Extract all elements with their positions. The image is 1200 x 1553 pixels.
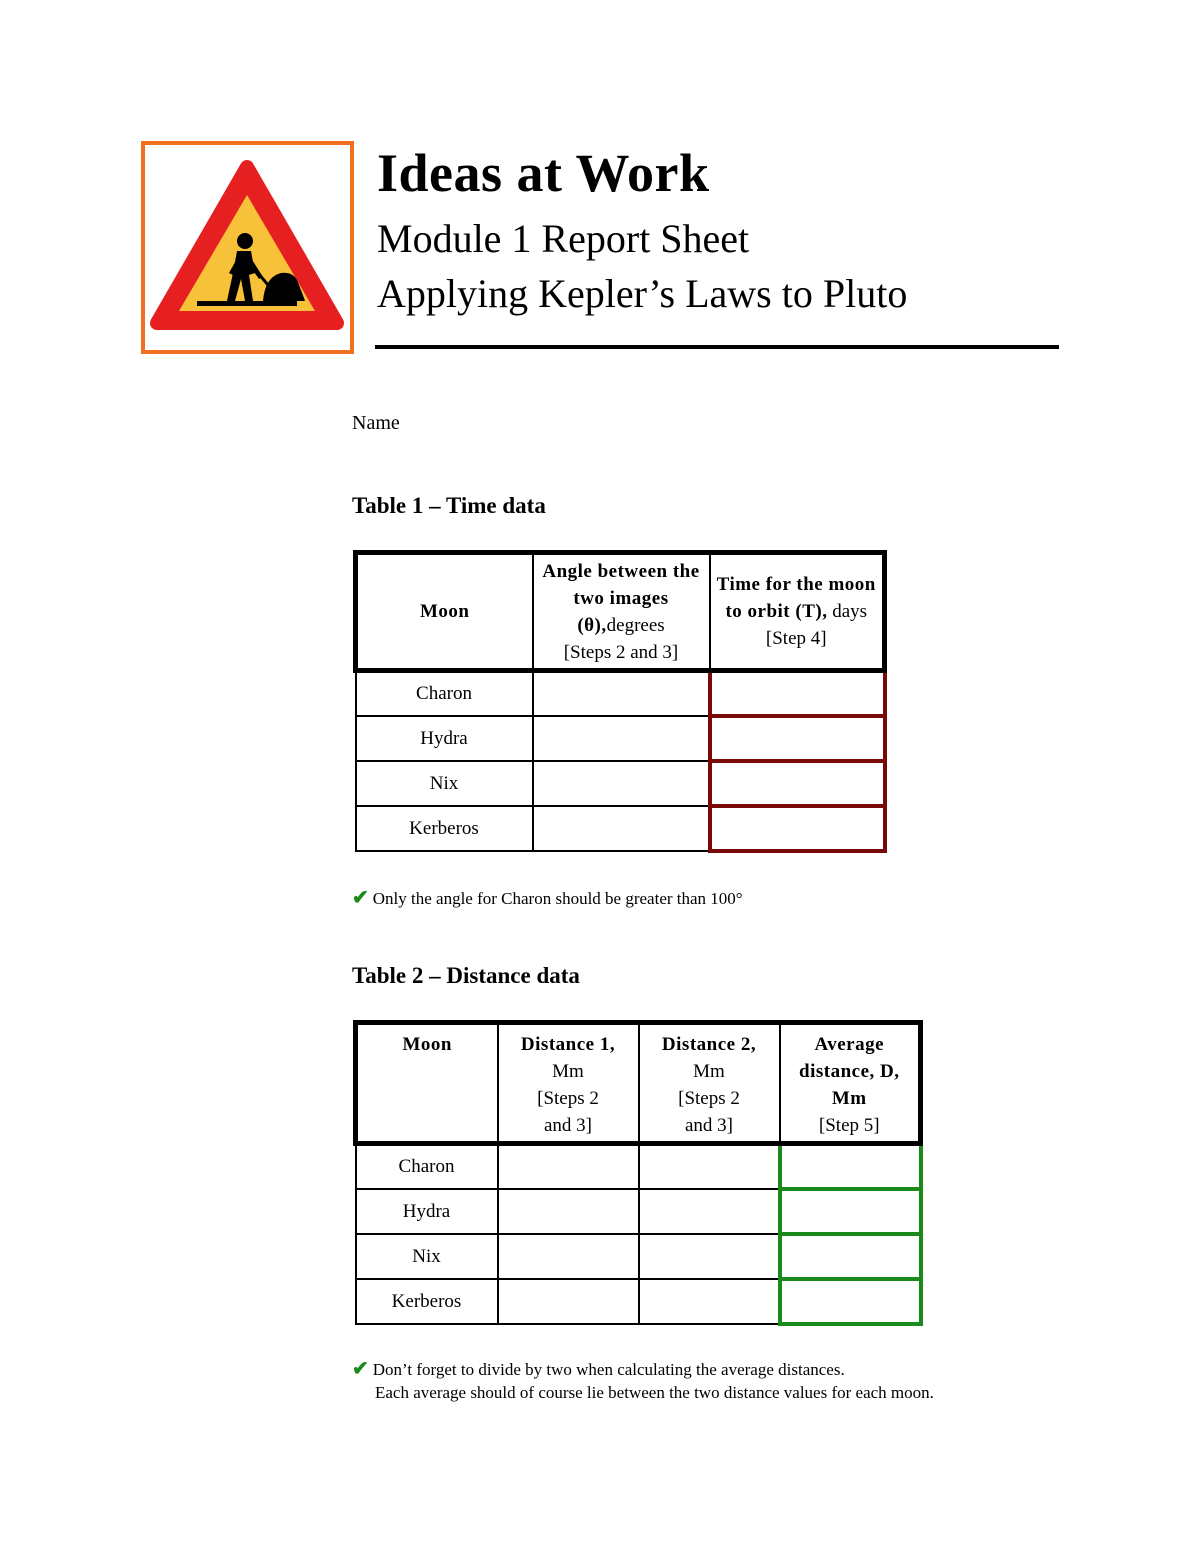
moon-name-cell: Charon	[356, 671, 533, 717]
column-header-moon: Moon	[356, 553, 533, 671]
column-header-distance2: Distance 2, Mm [Steps 2 and 3]	[639, 1023, 780, 1144]
average-input-cell[interactable]	[780, 1234, 921, 1279]
moon-name-cell: Kerberos	[356, 806, 533, 851]
table-header-row	[356, 1023, 921, 1144]
table2-heading: Table 2 – Distance data	[352, 963, 580, 988]
time-input-cell[interactable]	[710, 671, 885, 717]
time-input-cell[interactable]	[710, 761, 885, 806]
column-header-moon: Moon	[356, 1023, 498, 1144]
topic-subtitle: Applying Kepler’s Laws to Pluto	[377, 271, 908, 316]
distance1-input-cell[interactable]	[498, 1189, 639, 1234]
table-row	[356, 1144, 921, 1190]
distance-data-table	[353, 1020, 923, 1326]
angle-input-cell[interactable]	[533, 761, 710, 806]
moon-name-cell: Hydra	[356, 1189, 498, 1234]
angle-input-cell[interactable]	[533, 716, 710, 761]
table-row	[356, 1279, 921, 1324]
table1-note: ✔ Only the angle for Charon should be greater than 100°	[352, 887, 743, 909]
table-row	[356, 1234, 921, 1279]
column-header-time: Time for the moon to orbit (T), days [Step 4]	[710, 553, 885, 671]
moon-name-cell: Nix	[356, 1234, 498, 1279]
logo-frame	[141, 141, 354, 354]
average-input-cell[interactable]	[780, 1279, 921, 1324]
distance2-input-cell[interactable]	[639, 1189, 780, 1234]
checkmark-icon: ✔	[352, 887, 369, 909]
column-header-distance1: Distance 1, Mm [Steps 2 and 3]	[498, 1023, 639, 1144]
time-data-table	[353, 550, 887, 853]
average-input-cell[interactable]	[780, 1189, 921, 1234]
distance2-input-cell[interactable]	[639, 1144, 780, 1190]
table1-heading: Table 1 – Time data	[352, 493, 546, 518]
distance1-input-cell[interactable]	[498, 1144, 639, 1190]
distance1-input-cell[interactable]	[498, 1279, 639, 1324]
table2-note: ✔ Don’t forget to divide by two when calculating the average distances. Each average should of course lie between the two distance values for each moon.	[352, 1358, 934, 1402]
name-label: Name	[352, 412, 400, 434]
table-row	[356, 806, 885, 851]
page-title: Ideas at Work	[377, 143, 710, 203]
checkmark-icon: ✔	[352, 1358, 369, 1380]
table-row	[356, 671, 885, 717]
roadwork-warning-sign-icon	[145, 145, 350, 350]
module-subtitle: Module 1 Report Sheet	[377, 216, 750, 261]
average-input-cell[interactable]	[780, 1144, 921, 1190]
angle-input-cell[interactable]	[533, 806, 710, 851]
time-input-cell[interactable]	[710, 716, 885, 761]
column-header-average: Average distance, D, Mm [Step 5]	[780, 1023, 921, 1144]
time-input-cell[interactable]	[710, 806, 885, 851]
moon-name-cell: Charon	[356, 1144, 498, 1190]
distance1-input-cell[interactable]	[498, 1234, 639, 1279]
moon-name-cell: Kerberos	[356, 1279, 498, 1324]
angle-input-cell[interactable]	[533, 671, 710, 717]
moon-name-cell: Nix	[356, 761, 533, 806]
table-header-row	[356, 553, 885, 671]
table-row	[356, 716, 885, 761]
distance2-input-cell[interactable]	[639, 1234, 780, 1279]
table-row	[356, 1189, 921, 1234]
table-row	[356, 761, 885, 806]
distance2-input-cell[interactable]	[639, 1279, 780, 1324]
column-header-angle: Angle between the two images (θ),degrees [Steps 2 and 3]	[533, 553, 710, 671]
moon-name-cell: Hydra	[356, 716, 533, 761]
title-divider	[375, 345, 1059, 349]
